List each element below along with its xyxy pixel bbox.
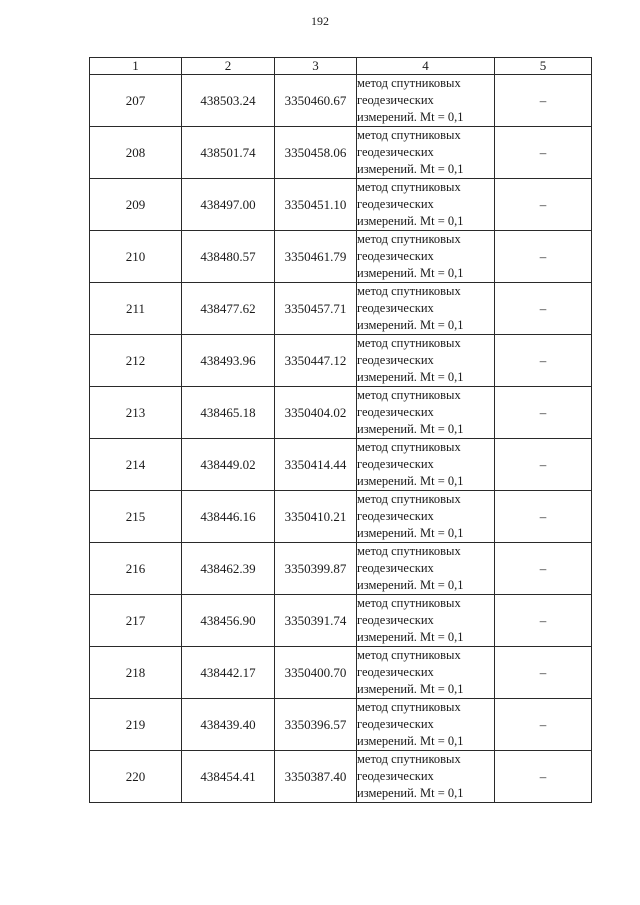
method-cell: метод спутниковых геодезических измерений. Mt = 0,1	[357, 751, 495, 803]
x-coordinate-cell: 438442.17	[182, 647, 275, 699]
column-header: 3	[275, 58, 357, 75]
x-coordinate-cell: 438497.00	[182, 179, 275, 231]
point-number-cell: 214	[90, 439, 182, 491]
column-header: 5	[495, 58, 592, 75]
y-coordinate-cell: 3350414.44	[275, 439, 357, 491]
point-number-cell: 213	[90, 387, 182, 439]
note-cell: –	[495, 335, 592, 387]
point-number-cell: 212	[90, 335, 182, 387]
x-coordinate-cell: 438449.02	[182, 439, 275, 491]
method-cell: метод спутниковых геодезических измерений. Mt = 0,1	[357, 335, 495, 387]
x-coordinate-cell: 438446.16	[182, 491, 275, 543]
table-body	[90, 75, 592, 803]
column-header: 4	[357, 58, 495, 75]
point-number-cell: 216	[90, 543, 182, 595]
note-cell: –	[495, 439, 592, 491]
note-cell: –	[495, 127, 592, 179]
point-number-cell: 218	[90, 647, 182, 699]
table-header-row	[90, 58, 592, 75]
table-row	[90, 127, 592, 179]
method-cell: метод спутниковых геодезических измерений. Mt = 0,1	[357, 647, 495, 699]
note-cell: –	[495, 387, 592, 439]
y-coordinate-cell: 3350387.40	[275, 751, 357, 803]
column-header: 1	[90, 58, 182, 75]
point-number-cell: 217	[90, 595, 182, 647]
method-cell: метод спутниковых геодезических измерений. Mt = 0,1	[357, 179, 495, 231]
point-number-cell: 220	[90, 751, 182, 803]
y-coordinate-cell: 3350404.02	[275, 387, 357, 439]
table-row	[90, 179, 592, 231]
table-row	[90, 387, 592, 439]
y-coordinate-cell: 3350460.67	[275, 75, 357, 127]
table-row	[90, 491, 592, 543]
y-coordinate-cell: 3350391.74	[275, 595, 357, 647]
x-coordinate-cell: 438493.96	[182, 335, 275, 387]
method-cell: метод спутниковых геодезических измерений. Mt = 0,1	[357, 231, 495, 283]
method-cell: метод спутниковых геодезических измерений. Mt = 0,1	[357, 387, 495, 439]
table-row	[90, 75, 592, 127]
note-cell: –	[495, 699, 592, 751]
method-cell: метод спутниковых геодезических измерений. Mt = 0,1	[357, 283, 495, 335]
point-number-cell: 210	[90, 231, 182, 283]
table-row	[90, 231, 592, 283]
y-coordinate-cell: 3350457.71	[275, 283, 357, 335]
y-coordinate-cell: 3350410.21	[275, 491, 357, 543]
x-coordinate-cell: 438480.57	[182, 231, 275, 283]
method-cell: метод спутниковых геодезических измерений. Mt = 0,1	[357, 491, 495, 543]
y-coordinate-cell: 3350458.06	[275, 127, 357, 179]
x-coordinate-cell: 438465.18	[182, 387, 275, 439]
method-cell: метод спутниковых геодезических измерений. Mt = 0,1	[357, 75, 495, 127]
note-cell: –	[495, 647, 592, 699]
y-coordinate-cell: 3350399.87	[275, 543, 357, 595]
x-coordinate-cell: 438454.41	[182, 751, 275, 803]
table-row	[90, 595, 592, 647]
table-row	[90, 439, 592, 491]
column-header: 2	[182, 58, 275, 75]
note-cell: –	[495, 75, 592, 127]
note-cell: –	[495, 491, 592, 543]
note-cell: –	[495, 231, 592, 283]
point-number-cell: 207	[90, 75, 182, 127]
table-row	[90, 699, 592, 751]
table-row	[90, 751, 592, 803]
x-coordinate-cell: 438501.74	[182, 127, 275, 179]
x-coordinate-cell: 438456.90	[182, 595, 275, 647]
note-cell: –	[495, 283, 592, 335]
method-cell: метод спутниковых геодезических измерений. Mt = 0,1	[357, 127, 495, 179]
x-coordinate-cell: 438477.62	[182, 283, 275, 335]
x-coordinate-cell: 438462.39	[182, 543, 275, 595]
point-number-cell: 211	[90, 283, 182, 335]
x-coordinate-cell: 438439.40	[182, 699, 275, 751]
y-coordinate-cell: 3350447.12	[275, 335, 357, 387]
coordinates-table	[89, 57, 592, 803]
note-cell: –	[495, 751, 592, 803]
point-number-cell: 215	[90, 491, 182, 543]
point-number-cell: 219	[90, 699, 182, 751]
table-row	[90, 283, 592, 335]
y-coordinate-cell: 3350461.79	[275, 231, 357, 283]
y-coordinate-cell: 3350396.57	[275, 699, 357, 751]
note-cell: –	[495, 595, 592, 647]
x-coordinate-cell: 438503.24	[182, 75, 275, 127]
page-number: 192	[311, 14, 329, 28]
point-number-cell: 209	[90, 179, 182, 231]
table-row	[90, 543, 592, 595]
point-number-cell: 208	[90, 127, 182, 179]
method-cell: метод спутниковых геодезических измерений. Mt = 0,1	[357, 543, 495, 595]
table-row	[90, 647, 592, 699]
note-cell: –	[495, 179, 592, 231]
note-cell: –	[495, 543, 592, 595]
table-row	[90, 335, 592, 387]
y-coordinate-cell: 3350451.10	[275, 179, 357, 231]
method-cell: метод спутниковых геодезических измерений. Mt = 0,1	[357, 699, 495, 751]
method-cell: метод спутниковых геодезических измерений. Mt = 0,1	[357, 595, 495, 647]
method-cell: метод спутниковых геодезических измерений. Mt = 0,1	[357, 439, 495, 491]
y-coordinate-cell: 3350400.70	[275, 647, 357, 699]
